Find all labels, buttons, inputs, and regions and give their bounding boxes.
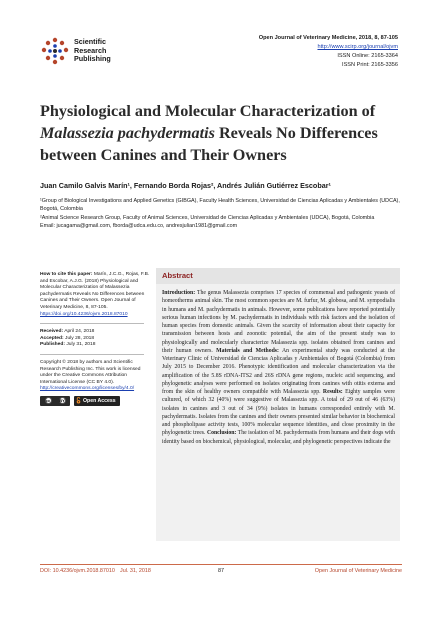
methods-label: Materials and Methods: xyxy=(216,347,279,354)
accepted-label: Accepted: xyxy=(40,335,64,341)
abstract-heading: Abstract xyxy=(162,271,193,280)
footer-journal: Open Journal of Veterinary Medicine xyxy=(314,568,402,574)
affiliation-2: ²Animal Science Research Group, Faculty of Animal Sciences, Universidad de Ciencias Aplicadas y Ambientales (UDCA), Bogotá, Colombia xyxy=(40,214,375,221)
divider xyxy=(40,354,144,355)
license-badges xyxy=(40,396,152,406)
issn-print: ISSN Print: 2165-3356 xyxy=(342,62,398,68)
title-italic-species: Malassezia pachydermatis xyxy=(40,124,215,142)
citation-block xyxy=(40,272,152,318)
publisher-name xyxy=(74,38,111,64)
issn-online: ISSN Online: 2165-3364 xyxy=(337,53,398,59)
publisher-line: Publishing xyxy=(74,54,111,64)
methods-text: An experimental study was conducted at the Veterinary Clinic of Universidad de Ciencias Aplicadas y Ambientales of Bogotá (Colombia) from July 2015 to December 2016. Phenotypic identification and molecular characterization via the amplification of the 5.8S rDNA-ITS2 and 26S rDNA gene regions, nucleic acid sequencing, and phylogenetic analyses were performed on isolates originating from canines with otitis externa and from the skin of healthy owners compatible with Malassezia spp. xyxy=(162,347,396,395)
cite-text: Marín, J.C.G., Rojas, F.B. and Escobar, A.J.G. (2018) Physiological and Molecular Characterization of Malassezia pachydermatis Reveals No Differences between Canines and Their Owners. Open Journal of Veterinary Medicine, 8, 87-105. xyxy=(40,272,150,310)
article-sidebar xyxy=(40,272,152,411)
open-lock-icon xyxy=(76,397,81,404)
journal-info xyxy=(259,34,398,70)
by-icon: BY xyxy=(59,397,65,403)
intro-text: The genus Malassezia comprises 17 species of commensal and pathogenic yeasts of homeotherms animal skin. The most common species are M. furfur, M. globosa, and M. sympodialis in humans and M. pachydermatis in animals. However, some publications have reported potentially serious human infections by M. pachydermatis in individuals with risk factors and the isolation of human species from domestic animals. Given the scarcity of information about their capacity for transmission between hosts and zoonotic potential, the aim of the present study was to physiologically and molecularly characterize Malassezia spp. isolates obtained from canines and their human owners. xyxy=(162,290,395,354)
publisher-logo xyxy=(40,36,160,66)
title-part1: Physiological and Molecular Characterization of xyxy=(40,102,376,120)
page-footer xyxy=(40,568,402,578)
copyright-block xyxy=(40,360,152,406)
accepted-date: July 28, 2018 xyxy=(65,335,95,341)
affiliation-1: ¹Group of Biological Investigations and Applied Genetics (GIBGA), Faculty Health Sciences, Universidad de Ciencias Aplicadas y Ambientales (UDCA), Bogotá, Colombia xyxy=(40,198,400,212)
intro-label: Introduction: xyxy=(162,290,196,296)
paper-title xyxy=(40,100,402,166)
license-link[interactable]: http://creativecommons.org/licenses/by/4.0/ xyxy=(40,386,135,392)
results-label: Results: xyxy=(322,389,343,395)
publisher-line: Research xyxy=(74,45,107,55)
email-line: Email: jucagama@gmail.com, fborda@udca.edu.co, andresjulian1981@gmail.com xyxy=(40,223,238,230)
journal-name: Open Journal of Veterinary Medicine, 2018, 8, 87-105 xyxy=(258,35,398,41)
footer-divider xyxy=(40,564,402,565)
dates-block xyxy=(40,329,152,349)
publisher-line: Scientific xyxy=(74,37,106,46)
author-list: Juan Camilo Galvis Marín¹, Fernando Borda Rojas², Andrés Julián Gutiérrez Escobar¹ xyxy=(40,181,331,190)
abstract-box xyxy=(156,268,400,541)
open-access-label: Open Access xyxy=(83,397,116,404)
abstract-body xyxy=(162,289,395,446)
footer-date: Jul. 31, 2018 xyxy=(120,568,151,574)
cc-by-badge[interactable] xyxy=(40,396,70,406)
conclusion-label: Conclusion: xyxy=(206,430,237,437)
page-number: 87 xyxy=(218,568,224,574)
received-date: April 24, 2018 xyxy=(64,329,95,335)
affiliations xyxy=(40,198,402,232)
cc-icon: cc xyxy=(45,397,51,403)
cite-label: How to cite this paper: xyxy=(40,272,93,277)
received-label: Received: xyxy=(40,329,64,335)
doi-link[interactable]: https://doi.org/10.4236/ojvm.2018.87010 xyxy=(40,311,128,317)
published-label: Published: xyxy=(40,342,65,348)
copyright-text: Copyright © 2018 by authors and Scientific Research Publishing Inc. This work is licensed under the Creative Commons Attribution International License (CC BY 4.0). xyxy=(40,359,141,385)
journal-url-link[interactable]: http://www.scirp.org/journal/ojvm xyxy=(317,44,398,50)
published-date: July 31, 2018 xyxy=(66,342,96,348)
abstract-header xyxy=(156,268,400,284)
conclusion-text: The isolation of M. pachydermatis from humans and their dogs with identity based on biochemical, physiological, molecular, and phylogenetic perspectives indicate the xyxy=(162,430,395,445)
divider xyxy=(40,323,144,324)
scirp-logo-icon xyxy=(40,36,70,66)
title-part2: Reveals No Differences between Canines and Their Owners xyxy=(40,124,378,164)
results-text: Eighty samples were cultured, of which 32 (40%) were suggestive of Malassezia spp. A total of 29 out of 46 (63%) isolates in canines and 3 out of 34 (9%) isolates in humans corresponded entirely with M. pachydermatis. Isolates from the canines and their owners presented similar behavior in biochemical and phospholipase activity tests, 100% molecular sequence identities, and close proximity in the phylogenetic trees. xyxy=(162,389,395,437)
open-access-badge[interactable] xyxy=(74,396,120,406)
footer-doi[interactable]: DOI: 10.4236/ojvm.2018.87010 xyxy=(40,568,115,574)
